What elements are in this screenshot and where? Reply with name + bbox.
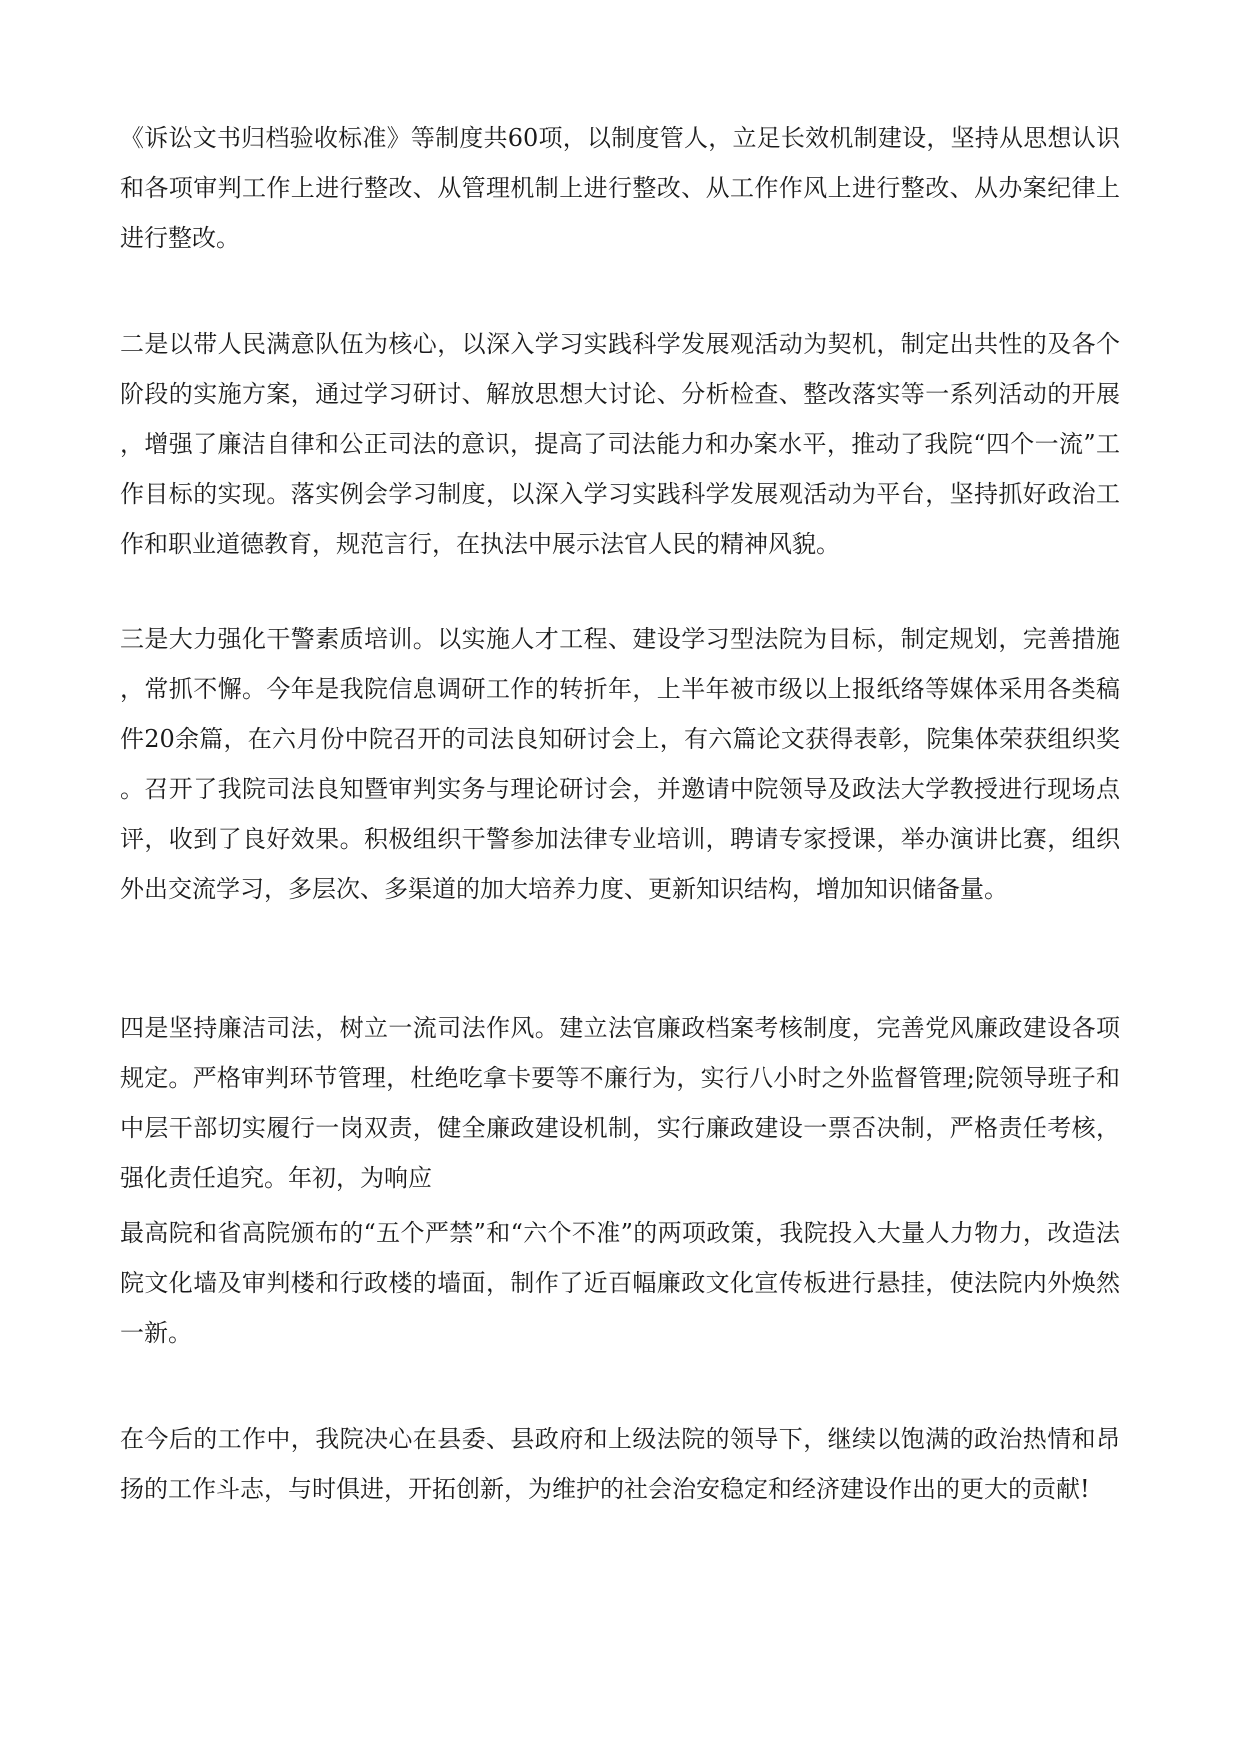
- paragraph-culture-wall: 最高院和省高院颁布的“五个严禁”和“六个不准”的两项政策，我院投入大量人力物力，改造法院文化墙及审判楼和行政楼的墙面，制作了近百幅廉政文化宣传板进行悬挂，使法院内外焕然一新。: [120, 1219, 1120, 1347]
- paragraph-integrity: 四是坚持廉洁司法，树立一流司法作风。建立法官廉政档案考核制度，完善党风廉政建设各项规定。严格审判环节管理，杜绝吃拿卡要等不廉行为，实行八小时之外监督管理;院领导班子和中层干部切实履行一岗双责，健全廉政建设机制，实行廉政建设一票否决制，严格责任考核，强化责任追究。年初，为响应: [120, 1014, 1120, 1192]
- paragraph-conclusion: 在今后的工作中，我院决心在县委、县政府和上级法院的领导下，继续以饱满的政治热情和昂扬的工作斗志，与时俱进，开拓创新，为维护的社会治安稳定和经济建设作出的更大的贡献!: [120, 1425, 1120, 1503]
- paragraph-team-building: 二是以带人民满意队伍为核心，以深入学习实践科学发展观活动为契机，制定出共性的及各个阶段的实施方案，通过学习研讨、解放思想大讨论、分析检查、整改落实等一系列活动的开展，增强了廉洁自律和公正司法的意识，提高了司法能力和办案水平，推动了我院“四个一流”工作目标的实现。落实例会学习制度，以深入学习实践科学发展观活动为平台，坚持抓好政治工作和职业道德教育，规范言行，在执法中展示法官人民的精神风貌。: [120, 330, 1120, 558]
- paragraph-regulations: 《诉讼文书归档验收标准》等制度共60项，以制度管人，立足长效机制建设，坚持从思想认识和各项审判工作上进行整改、从管理机制上进行整改、从工作作风上进行整改、从办案纪律上进行整改。: [120, 124, 1120, 252]
- paragraph-training: 三是大力强化干警素质培训。以实施人才工程、建设学习型法院为目标，制定规划，完善措施，常抓不懈。今年是我院信息调研工作的转折年，上半年被市级以上报纸络等媒体采用各类稿件20余篇，在六月份中院召开的司法良知研讨会上，有六篇论文获得表彰，院集体荣获组织奖。召开了我院司法良知暨审判实务与理论研讨会，并邀请中院领导及政法大学教授进行现场点评，收到了良好效果。积极组织干警参加法律专业培训，聘请专家授课，举办演讲比赛，组织外出交流学习，多层次、多渠道的加大培养力度、更新知识结构，增加知识储备量。: [120, 625, 1120, 903]
